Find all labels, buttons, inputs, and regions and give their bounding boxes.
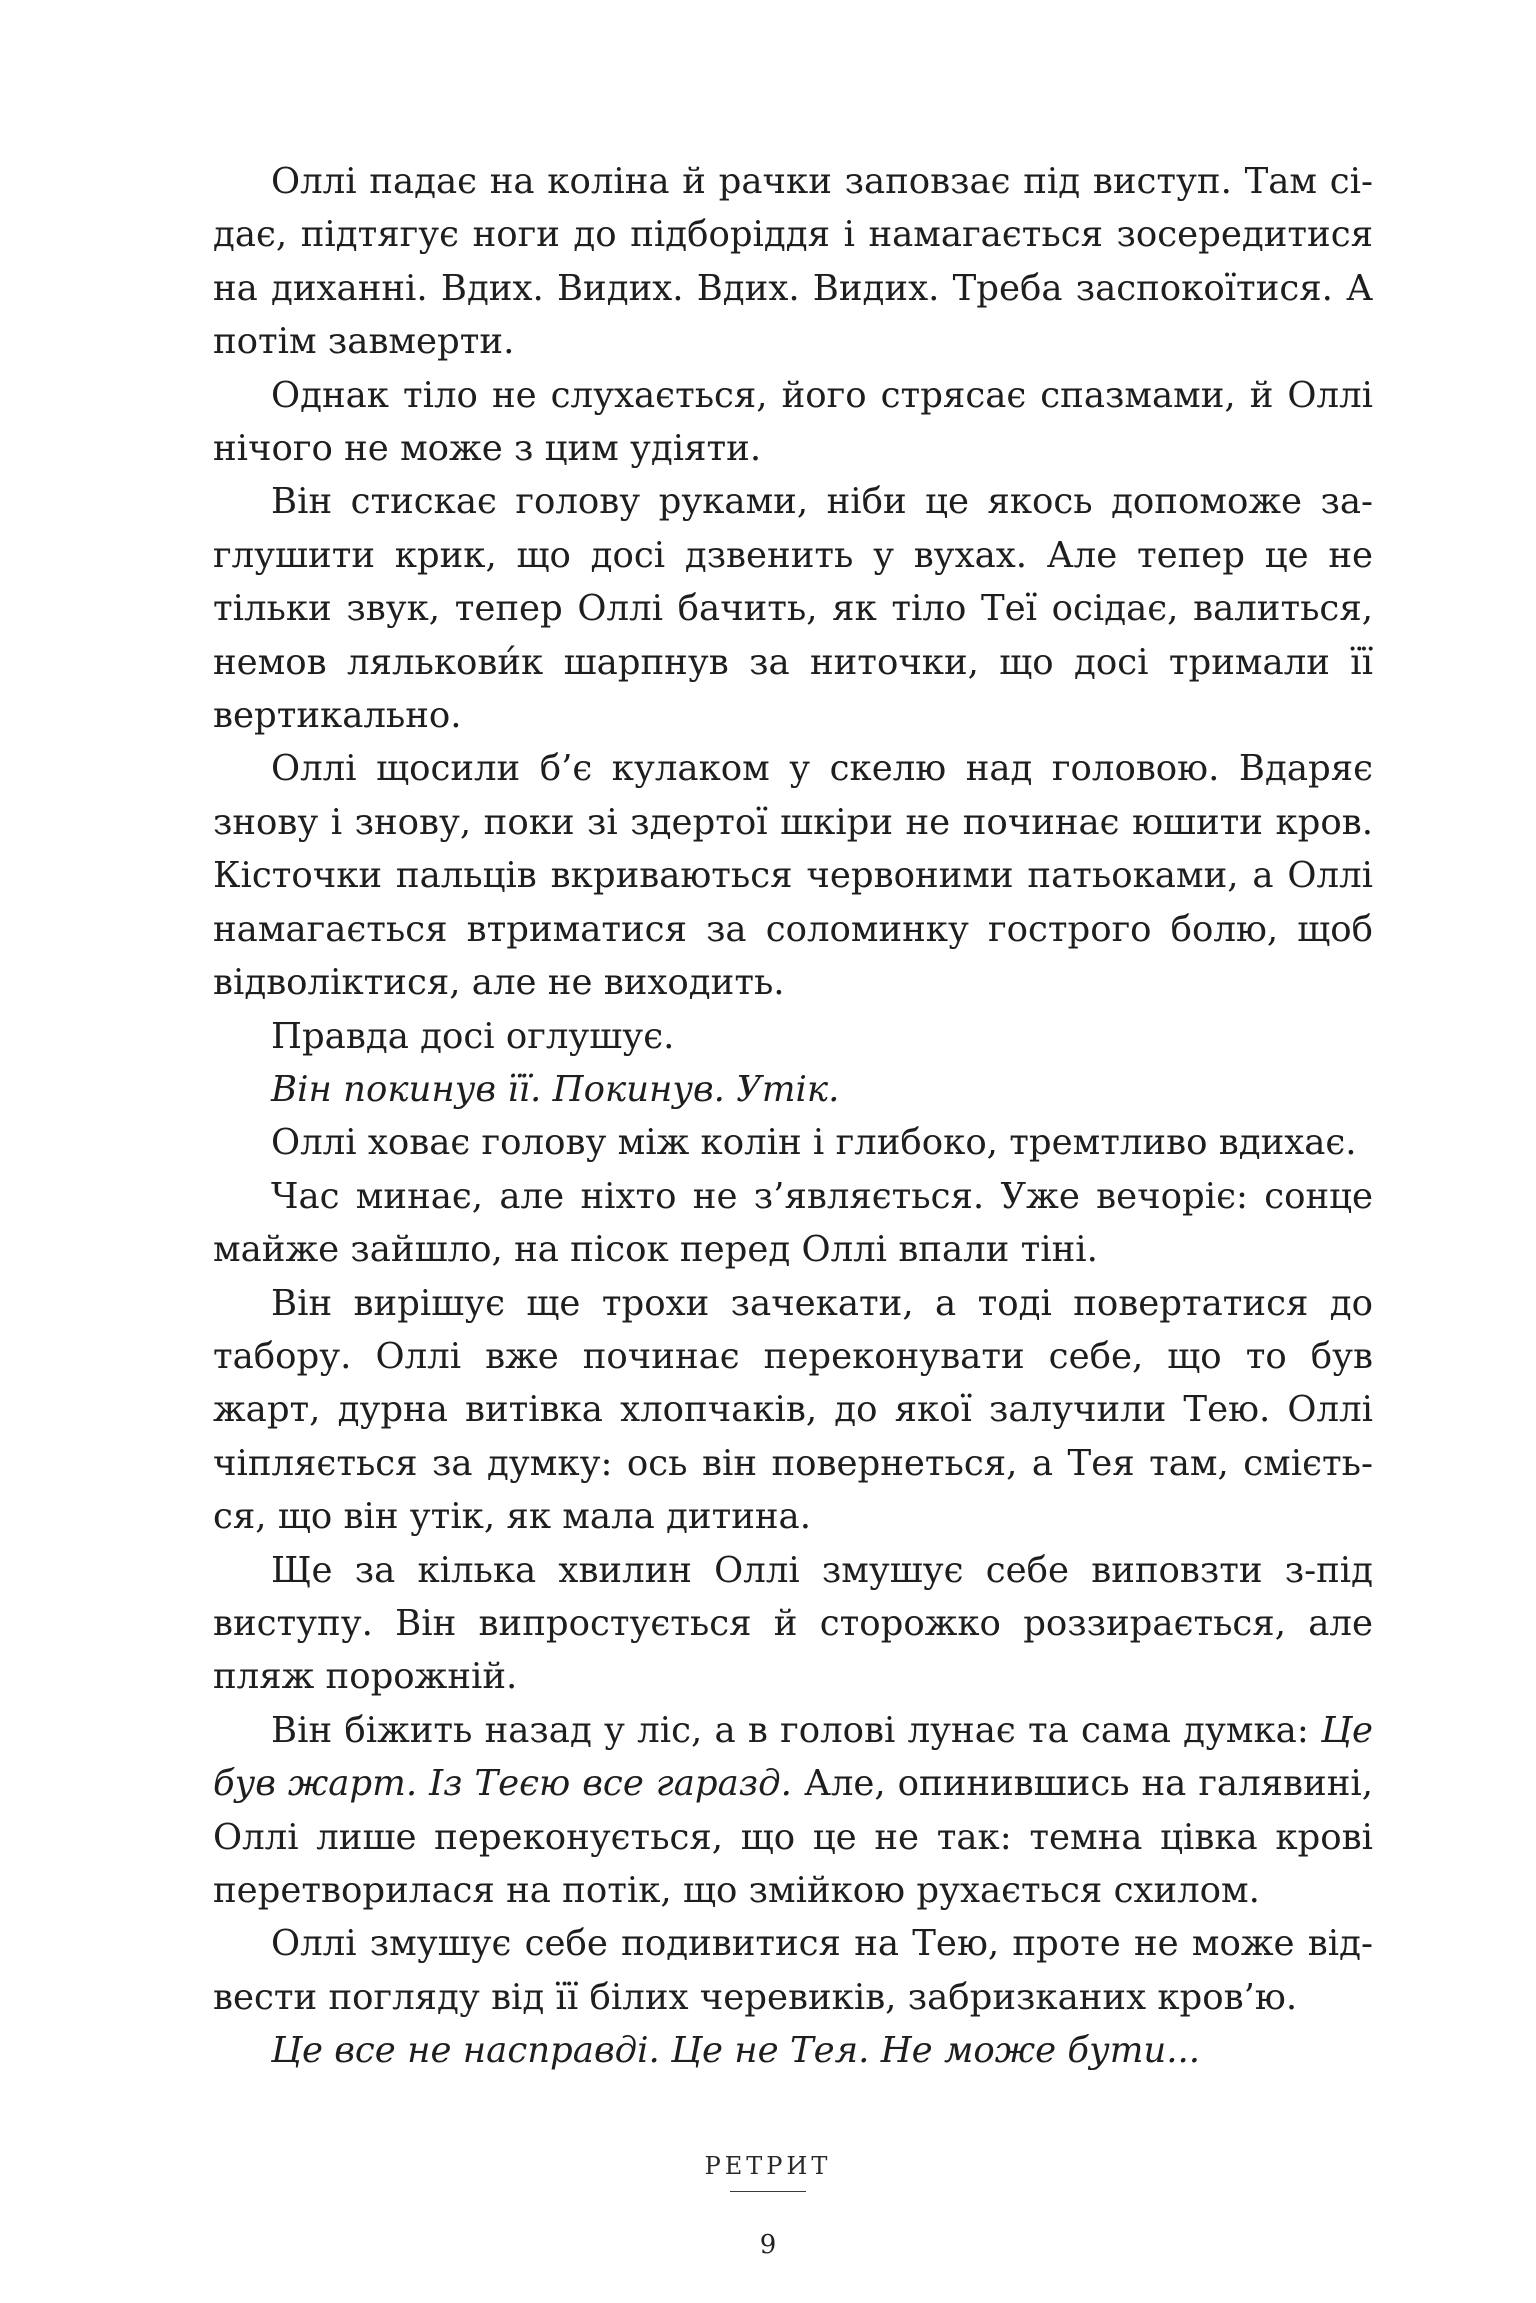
paragraph (213, 1917, 1373, 2024)
paragraph-text: Оллі щосили б’є кулаком у скелю над головою. Вдаряє знову і знову, поки зі здертої шкіри не починає юшити кров. Кісточки пальців вкриваються червоними патьоками, а Оллі намагається втриматися за соломинку гострого болю, щоб відволіктися, але не виходить. (213, 748, 1373, 1004)
italic-text: Це був жарт. Із Теєю все гаразд. (213, 1709, 1373, 1805)
footer-divider (730, 2191, 806, 2192)
paragraph-text: Оллі ховає голову між колін і глибоко, тремтливо вдихає. (271, 1122, 1357, 1164)
paragraph (213, 155, 1373, 369)
paragraph-text: Ще за кілька хвилин Оллі змушує себе виповзти з-під виступу. Він випростується й сторожко роззирається, але пляж порожній. (213, 1549, 1373, 1698)
paragraph-text: Оллі змушує себе подивитися на Тею, проте не може відвести погляду від її білих черевиків, забризканих кров’ю. (213, 1923, 1373, 2018)
paragraph (213, 1170, 1373, 1277)
paragraph-text: Він біжить назад у ліс, а в голові лунає та сама думка: (271, 1709, 1322, 1751)
paragraph (213, 1010, 1373, 1063)
running-title: РЕТРИТ (704, 2152, 832, 2180)
paragraph-text: Оллі падає на коліна й рачки заповзає під виступ. Там сідає, підтягує ноги до підборіддя і намагається зосередитися на диханні. Вдих. Видих. Вдих. Видих. Треба заспокоїтися. А потім завмерти. (213, 161, 1373, 363)
paragraph (213, 1277, 1373, 1544)
paragraph (213, 2024, 1373, 2077)
paragraph (213, 1704, 1373, 1918)
italic-text: Це все не насправді. Це не Тея. Не може бути... (271, 2030, 1201, 2072)
paragraph (213, 1116, 1373, 1169)
paragraph (213, 1544, 1373, 1704)
paragraph-text: Він стискає голову руками, ніби це якось допоможе заглушити крик, що досі дзвенить у вухах. Але тепер це не тільки звук, тепер Оллі бачить, як тіло Теї осідає, валиться, немов лялькови́к шарпнув за ниточки, що досі тримали її вертикально. (213, 481, 1373, 737)
body-text (213, 155, 1373, 2078)
paragraph-text: Час минає, але ніхто не з’являється. Уже вечоріє: сонце майже зайшло, на пісок перед Оллі впали тіні. (213, 1175, 1373, 1271)
paragraph (213, 369, 1373, 476)
paragraph-text: Він вирішує ще трохи зачекати, а тоді повертатися до табору. Оллі вже починає переконувати себе, що то був жарт, дурна витівка хлопчаків, до якої залучили Тею. Оллі чіпляється за думку: ось він повернеться, а Тея там, сміється, що він утік, як мала дитина. (213, 1282, 1373, 1538)
page-number: 9 (759, 2230, 777, 2260)
italic-text: Він покинув її. Покинув. Утік. (271, 1068, 840, 1110)
paragraph-text: Але, опинившись на галявині, Оллі лише переконується, що це не так: темна цівка крові перетворилася на потік, що змійкою рухається схилом. (213, 1763, 1373, 1911)
paragraph (213, 742, 1373, 1009)
paragraph-text: Правда досі оглушує. (271, 1015, 675, 1057)
paragraph (213, 475, 1373, 742)
paragraph (213, 1063, 1373, 1116)
paragraph-text: Однак тіло не слухається, його стрясає спазмами, й Оллі нічого не може з цим удіяти. (213, 374, 1373, 470)
